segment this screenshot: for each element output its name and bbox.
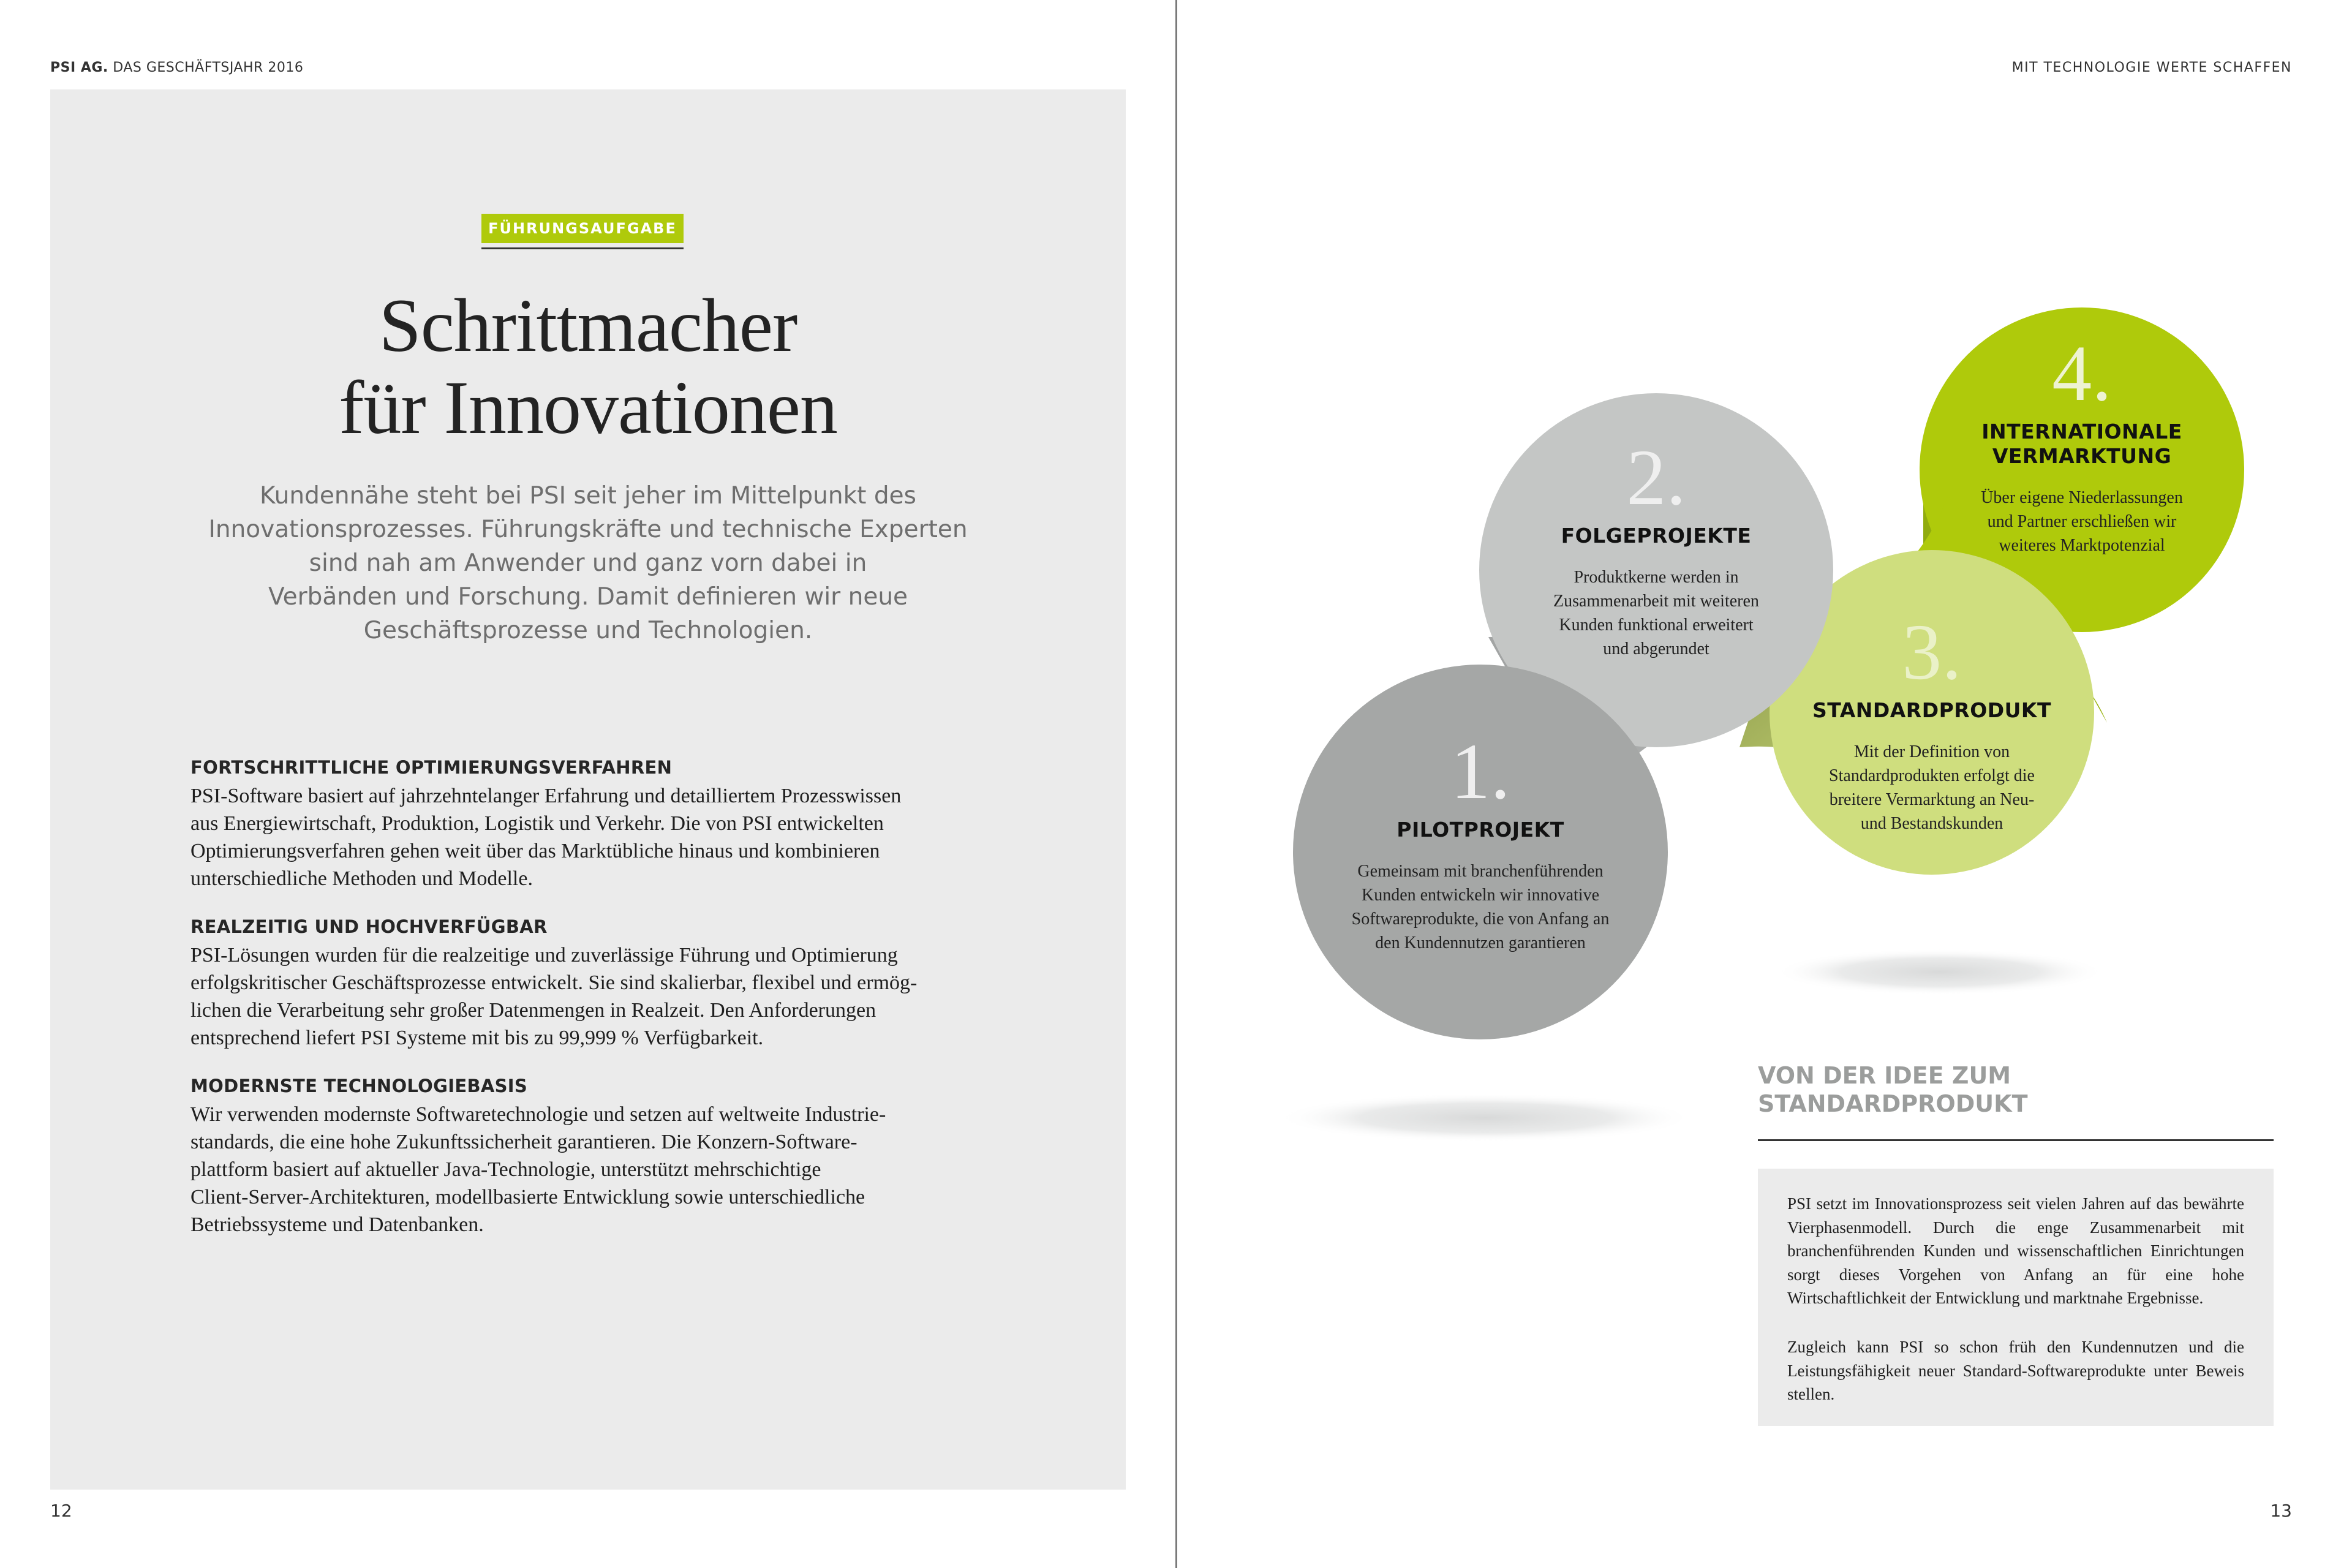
phase-desc-line: Kunden entwickeln wir innovative xyxy=(1361,886,1599,905)
body-line: entsprechend liefert PSI Systeme mit bis zu 99,999 % Verfügbarkeit. xyxy=(190,1027,764,1049)
body-line: Optimierungsverfahren gehen weit über das Marktübliche hinaus und kombinieren xyxy=(190,840,880,862)
feature-sections xyxy=(190,755,981,1261)
page-number-left: 12 xyxy=(50,1501,72,1521)
section-body xyxy=(190,1101,981,1238)
company-name: PSI AG. xyxy=(50,60,108,75)
phase-desc-line: Gemeinsam mit branchenführenden xyxy=(1357,862,1604,881)
section-heading: FORTSCHRITTLICHE OPTIMIERUNGSVERFAHREN xyxy=(190,757,673,778)
phase-2-card xyxy=(1515,434,1797,661)
phase-1-number: 1. xyxy=(1450,728,1510,816)
body-line: standards, die eine hohe Zukunftssicherheit garantieren. Die Konzern-Software- xyxy=(190,1131,858,1153)
report-title: DAS GESCHÄFTSJAHR 2016 xyxy=(113,60,304,75)
category-badge: FÜHRUNGSAUFGABE xyxy=(481,214,684,243)
phase-3-card xyxy=(1791,608,2073,835)
phase-desc-line: Über eigene Niederlassungen xyxy=(1981,488,2183,507)
phase-diagram xyxy=(1274,294,2315,1164)
phase-desc-line: Softwareprodukte, die von Anfang an xyxy=(1351,910,1610,929)
floor-shadow-right xyxy=(1774,949,2105,995)
phase-4-number: 4. xyxy=(2052,330,2112,418)
phase-2-description xyxy=(1515,565,1797,661)
lead-line: Verbänden und Forschung. Damit definieren wir neue xyxy=(268,583,908,611)
body-line: Client-Server-Architekturen, modellbasierte Entwicklung sowie unterschiedliche xyxy=(190,1186,865,1208)
phase-4-title-line: VERMARKTUNG xyxy=(1992,444,2172,468)
phase-2-title: FOLGEPROJEKTE xyxy=(1561,524,1752,548)
phase-4-title xyxy=(1947,420,2217,469)
page-title-line-1: Schrittmacher xyxy=(379,284,797,368)
phase-desc-line: Mit der Definition von xyxy=(1853,742,2010,761)
running-header-left xyxy=(50,60,303,75)
feature-section xyxy=(190,914,981,1052)
phase-desc-line: Standardprodukten erfolgt die xyxy=(1829,766,2035,785)
phase-1-card xyxy=(1327,728,1634,955)
phase-2-number: 2. xyxy=(1626,434,1686,522)
lead-line: Innovationsprozesses. Führungskräfte und technische Experten xyxy=(208,516,968,543)
floor-shadow-left xyxy=(1277,1093,1694,1142)
lead-line: sind nah am Anwender und ganz vorn dabei in xyxy=(309,549,867,577)
phase-desc-line: breitere Vermarktung an Neu- xyxy=(1829,790,2035,809)
phase-desc-line: den Kundennutzen garantieren xyxy=(1375,933,1586,952)
body-line: Wir verwenden modernste Softwaretechnologie und setzen auf weltweite Industrie- xyxy=(190,1103,886,1126)
info-heading-rule xyxy=(1758,1139,2274,1141)
body-line: unterschiedliche Methoden und Modelle. xyxy=(190,867,533,890)
lead-paragraph xyxy=(184,479,992,647)
phase-desc-line: und Bestandskunden xyxy=(1860,814,2003,833)
feature-section xyxy=(190,755,981,892)
info-paragraph-2: Zugleich kann PSI so schon früh den Kundennutzen und die Leistungsfähigkeit neuer Standard-Softwareprodukte unter Beweis stellen. xyxy=(1787,1338,2244,1403)
body-line: erfolgskritischer Geschäftsprozesse entwickelt. Sie sind skalierbar, flexibel und ermög- xyxy=(190,971,918,994)
info-heading-line-2: STANDARDPRODUKT xyxy=(1758,1090,2028,1117)
body-line: Betriebssysteme und Datenbanken. xyxy=(190,1213,484,1236)
phase-desc-line: Kunden funktional erweitert xyxy=(1559,616,1754,635)
phase-4-title-line: INTERNATIONALE xyxy=(1981,420,2182,443)
info-heading xyxy=(1758,1061,2028,1118)
info-box xyxy=(1758,1169,2274,1426)
page-number-right: 13 xyxy=(2270,1501,2292,1521)
section-heading: REALZEITIG UND HOCHVERFÜGBAR xyxy=(190,916,548,937)
phase-1-title: PILOTPROJEKT xyxy=(1396,818,1564,842)
body-line: aus Energiewirtschaft, Produktion, Logistik und Verkehr. Die von PSI entwickelten xyxy=(190,812,884,835)
phase-desc-line: Produktkerne werden in xyxy=(1574,568,1739,587)
phase-desc-line: Zusammenarbeit mit weiteren xyxy=(1553,592,1759,611)
page-title-line-2: für Innovationen xyxy=(339,366,837,450)
section-body xyxy=(190,941,981,1052)
body-line: PSI-Lösungen wurden für die realzeitige und zuverlässige Führung und Optimierung xyxy=(190,944,898,967)
phase-4-card xyxy=(1947,330,2217,557)
lead-line: Geschäftsprozesse und Technologien. xyxy=(363,617,813,644)
body-line: plattform basiert auf aktueller Java-Technologie, unterstützt mehrschichtige xyxy=(190,1158,821,1181)
body-line: lichen die Verarbeitung sehr großer Datenmengen in Realzeit. Den Anforderungen xyxy=(190,999,876,1022)
phase-desc-line: weiteres Marktpotenzial xyxy=(1999,536,2165,555)
phase-3-number: 3. xyxy=(1902,608,1962,696)
running-header-right: MIT TECHNOLOGIE WERTE SCHAFFEN xyxy=(2011,60,2292,75)
info-heading-line-1: VON DER IDEE ZUM xyxy=(1758,1062,2011,1089)
phase-1-description xyxy=(1327,859,1634,955)
badge-underline xyxy=(481,247,684,249)
page-title xyxy=(50,285,1126,449)
phase-desc-line: und Partner erschließen wir xyxy=(1987,512,2177,531)
section-body xyxy=(190,782,981,892)
info-paragraph-1: PSI setzt im Innovationsprozess seit vielen Jahren auf das bewährte Vierphasenmodell. Durch die enge Zusammenarbeit mit branchenführenden Kunden und wissenschaftlichen Einrichtungen sorgt dieses Vorgehen von Anfang an für eine hohe Wirtschaftlichkeit der Entwicklung und marktnahe Ergebnisse. xyxy=(1787,1194,2244,1307)
phase-3-title: STANDARDPRODUKT xyxy=(1812,698,2052,722)
section-heading: MODERNSTE TECHNOLOGIEBASIS xyxy=(190,1076,528,1096)
lead-line: Kundennähe steht bei PSI seit jeher im Mittelpunkt des xyxy=(260,482,916,510)
page-spine-divider xyxy=(1175,0,1177,1568)
phase-4-description xyxy=(1947,486,2217,557)
feature-section xyxy=(190,1074,981,1238)
body-line: PSI-Software basiert auf jahrzehntelanger Erfahrung und detailliertem Prozesswissen xyxy=(190,785,902,807)
phase-desc-line: und abgerundet xyxy=(1603,639,1709,658)
phase-3-description xyxy=(1791,740,2073,835)
